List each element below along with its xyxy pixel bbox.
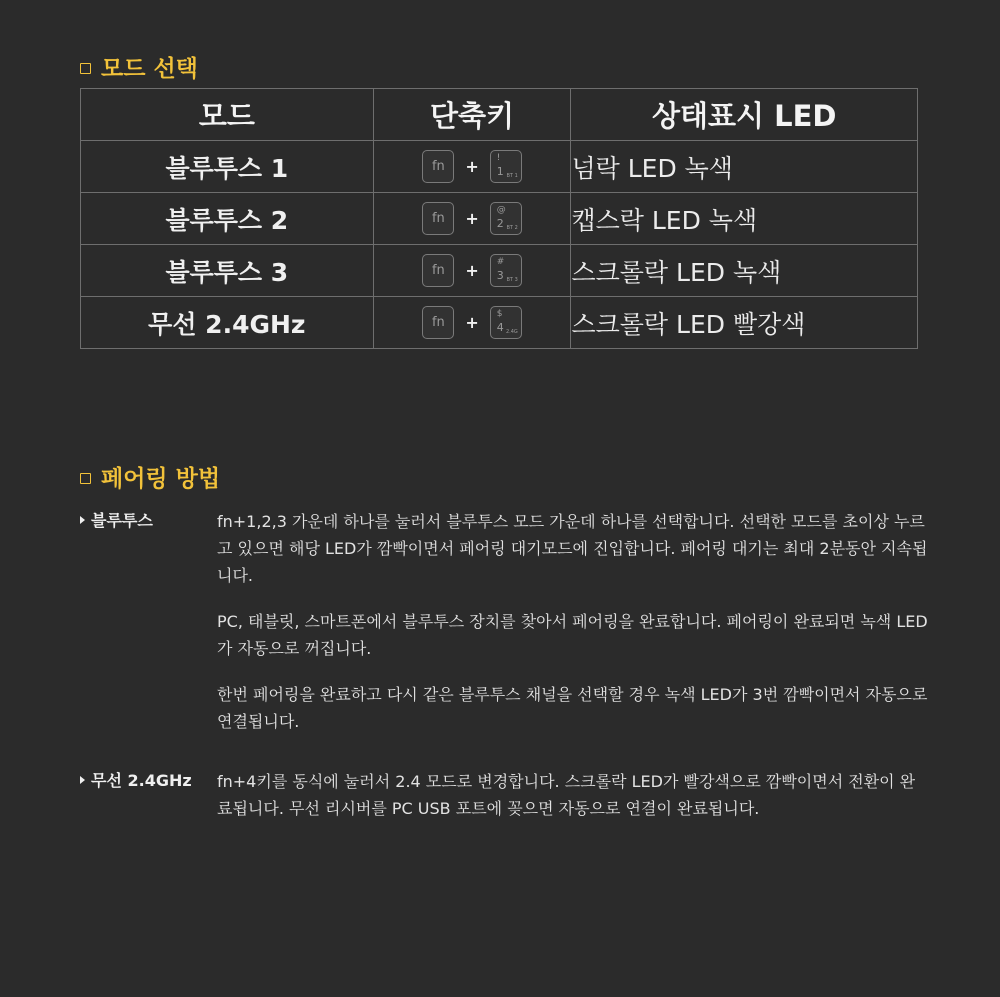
bluetooth-label: 블루투스 [80,508,153,531]
shortcut-cell [373,141,571,193]
plus-sign: + [465,261,479,280]
bluetooth-instructions [217,508,929,754]
plus-sign: + [465,313,479,332]
paragraph: PC, 태블릿, 스마트폰에서 블루투스 장치를 찾아서 페어링을 완료합니다. 페어링이 완료되면 녹색 LED가 자동으로 꺼집니다. [217,612,928,658]
fn-key-icon: fn [422,306,454,339]
number-key-icon: ! 1 BT 1 [490,150,522,183]
triangle-bullet-icon [80,516,85,524]
number-key-icon: $ 4 2.4G [490,306,522,339]
mode-name: 블루투스 3 [81,245,374,297]
number-key-icon: # 3 BT 3 [490,254,522,287]
wireless-instructions [217,768,929,841]
checkbox-square-icon [80,63,91,74]
table-row [81,193,918,245]
header-led: 상태표시 LED [571,89,918,141]
table-header-row [81,89,918,141]
shortcut-cell [373,193,571,245]
paragraph: fn+4키를 동식에 눌러서 2.4 모드로 변경합니다. 스크롤락 LED가 빨강색으로 깜빡이면서 전환이 완료됩니다. 무선 리시버를 PC USB 포트에 꽂으면 자동으로 연결이 완료됩니다. [217,772,916,818]
table-row [81,297,918,349]
plus-sign: + [465,209,479,228]
mode-name: 무선 2.4GHz [81,297,374,349]
mode-section-title: 모드 선택 [80,50,198,83]
led-status: 캡스락 LED 녹색 [571,193,918,245]
checkbox-square-icon [80,473,91,484]
shortcut-cell [373,245,571,297]
table-row [81,141,918,193]
fn-key-icon: fn [422,202,454,235]
wireless-label: 무선 2.4GHz [80,768,192,791]
mode-name: 블루투스 2 [81,193,374,245]
led-status: 스크롤락 LED 녹색 [571,245,918,297]
fn-key-icon: fn [422,254,454,287]
mode-table [80,88,918,349]
plus-sign: + [465,157,479,176]
pairing-section-title: 페어링 방법 [80,460,220,493]
mode-name: 블루투스 1 [81,141,374,193]
table-row [81,245,918,297]
led-status: 넘락 LED 녹색 [571,141,918,193]
triangle-bullet-icon [80,776,85,784]
header-shortcut: 단축키 [373,89,571,141]
paragraph: 한번 페어링을 완료하고 다시 같은 블루투스 채널을 선택할 경우 녹색 LED가 3번 깜빡이면서 자동으로 연결됩니다. [217,685,928,731]
shortcut-cell [373,297,571,349]
led-status: 스크롤락 LED 빨강색 [571,297,918,349]
number-key-icon: @ 2 BT 2 [490,202,522,235]
header-mode: 모드 [81,89,374,141]
fn-key-icon: fn [422,150,454,183]
paragraph: fn+1,2,3 가운데 하나를 눌러서 블루투스 모드 가운데 하나를 선택합니다. 선택한 모드를 초이상 누르고 있으면 해당 LED가 깜빡이면서 페어링 대기모드에 진입합니다. 페어링 대기는 최대 2분동안 지속됩니다. [217,512,928,585]
